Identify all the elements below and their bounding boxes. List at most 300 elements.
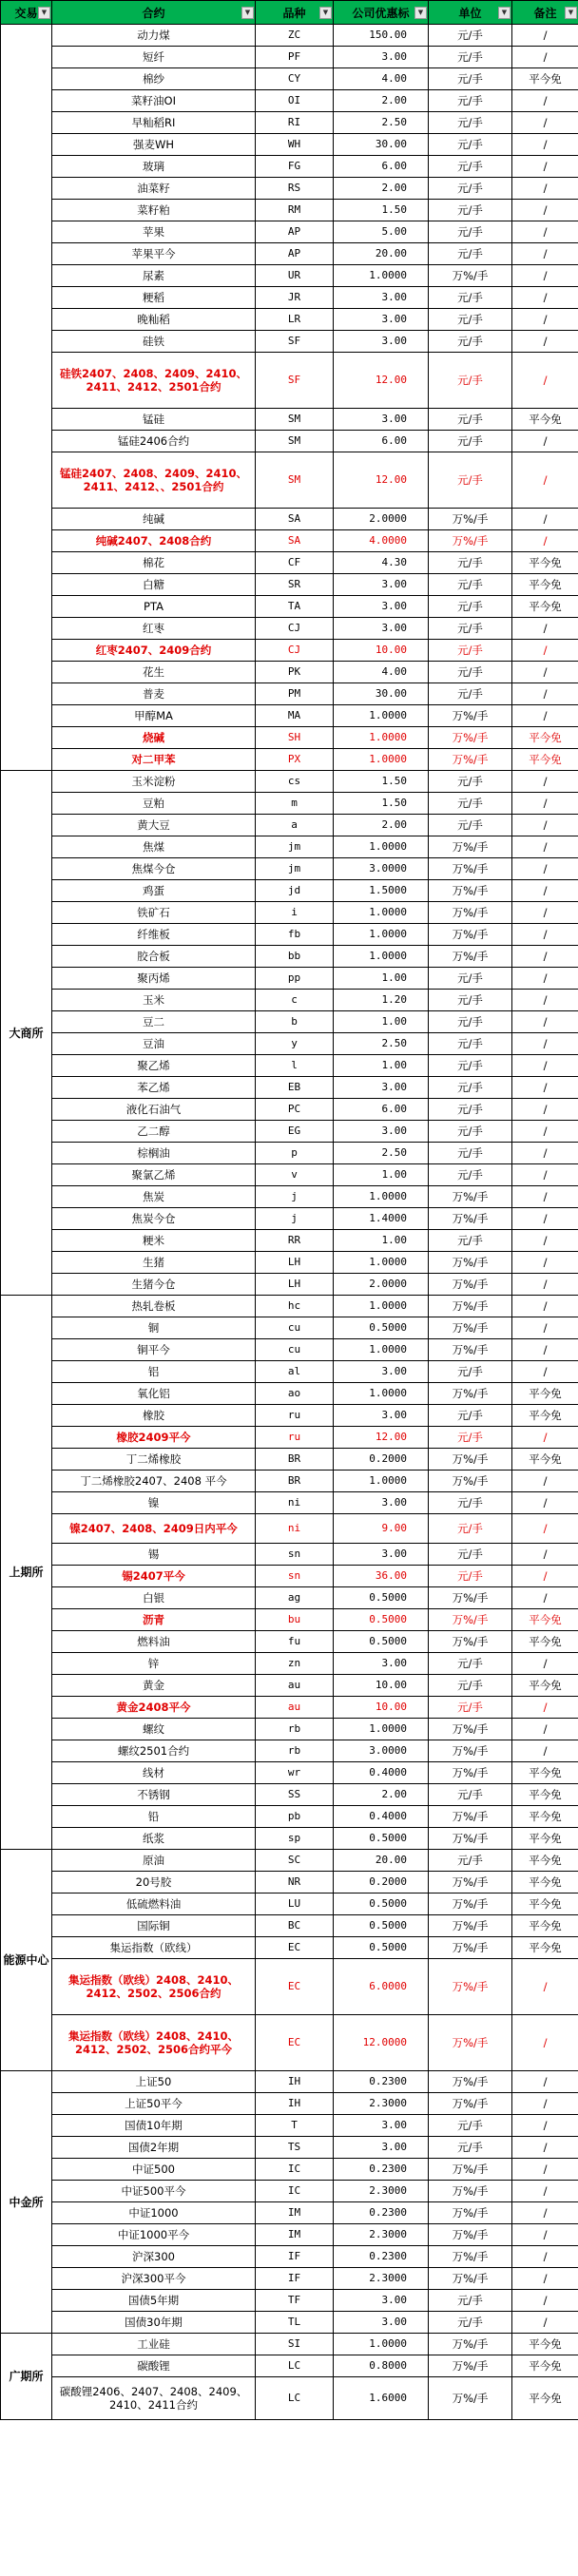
table-row	[1, 1077, 578, 1099]
unit-cell: 元/手	[429, 243, 512, 265]
fee-cell: 1.0000	[334, 2334, 429, 2355]
fee-cell: 3.00	[334, 331, 429, 353]
contract-cell: 沪深300	[52, 2246, 256, 2268]
table-row	[1, 200, 578, 221]
table-row	[1, 2355, 578, 2377]
unit-cell: 元/手	[429, 221, 512, 243]
contract-cell: 苹果平今	[52, 243, 256, 265]
contract-cell: 菜籽粕	[52, 200, 256, 221]
fee-cell: 0.5000	[334, 1828, 429, 1850]
table-row	[1, 1850, 578, 1872]
code-cell: LH	[256, 1274, 334, 1296]
unit-cell: 元/手	[429, 1427, 512, 1449]
unit-cell: 万%/手	[429, 1449, 512, 1471]
fee-cell: 12.00	[334, 452, 429, 509]
contract-cell: 锰硅2406合约	[52, 431, 256, 452]
code-cell: fb	[256, 924, 334, 946]
note-cell: /	[512, 990, 578, 1011]
note-cell: /	[512, 1055, 578, 1077]
table-row	[1, 2115, 578, 2137]
fee-cell: 1.0000	[334, 1186, 429, 1208]
exchange-cell: 能源中心	[1, 1850, 52, 2071]
note-cell: /	[512, 1653, 578, 1675]
contract-cell: 红枣	[52, 618, 256, 640]
code-cell: sp	[256, 1828, 334, 1850]
fee-cell: 0.5000	[334, 1587, 429, 1609]
code-cell: TA	[256, 596, 334, 618]
contract-cell: 粳稻	[52, 287, 256, 309]
fee-cell: 0.5000	[334, 1937, 429, 1959]
note-cell: /	[512, 1471, 578, 1492]
contract-cell: 纯碱2407、2408合约	[52, 530, 256, 552]
fee-cell: 3.00	[334, 409, 429, 431]
exchange-cell: 上期所	[1, 1296, 52, 1850]
fee-cell: 1.0000	[334, 1719, 429, 1740]
fee-cell: 3.0000	[334, 1740, 429, 1762]
note-cell: /	[512, 112, 578, 134]
note-cell: 平今免	[512, 1850, 578, 1872]
contract-cell: 纸浆	[52, 1828, 256, 1850]
unit-cell: 元/手	[429, 1077, 512, 1099]
code-cell: sn	[256, 1566, 334, 1587]
note-cell: /	[512, 880, 578, 902]
contract-cell: 橡胶2409平今	[52, 1427, 256, 1449]
code-cell: CJ	[256, 618, 334, 640]
fee-cell: 30.00	[334, 683, 429, 705]
note-cell: /	[512, 1033, 578, 1055]
table-row	[1, 68, 578, 90]
table-row	[1, 880, 578, 902]
code-cell: i	[256, 902, 334, 924]
code-cell: sn	[256, 1544, 334, 1566]
fee-cell: 6.0000	[334, 1959, 429, 2015]
code-cell: EC	[256, 2015, 334, 2071]
unit-cell: 元/手	[429, 1697, 512, 1719]
unit-cell: 元/手	[429, 1164, 512, 1186]
unit-cell: 元/手	[429, 990, 512, 1011]
table-row	[1, 1317, 578, 1339]
fee-cell: 1.50	[334, 200, 429, 221]
header-code[interactable]	[256, 1, 334, 25]
unit-cell: 万%/手	[429, 1186, 512, 1208]
fee-cell: 0.5000	[334, 1609, 429, 1631]
unit-cell: 万%/手	[429, 858, 512, 880]
code-cell: LC	[256, 2377, 334, 2420]
contract-cell: 焦煤	[52, 836, 256, 858]
header-note[interactable]	[512, 1, 578, 25]
fee-cell: 1.0000	[334, 727, 429, 749]
table-row	[1, 618, 578, 640]
note-cell: /	[512, 902, 578, 924]
code-cell: BR	[256, 1449, 334, 1471]
table-row	[1, 25, 578, 47]
table-row	[1, 1164, 578, 1186]
table-row	[1, 1230, 578, 1252]
note-cell: /	[512, 815, 578, 836]
unit-cell: 万%/手	[429, 880, 512, 902]
unit-cell: 元/手	[429, 25, 512, 47]
note-cell: /	[512, 793, 578, 815]
contract-cell: 碳酸锂2406、2407、2408、2409、2410、2411合约	[52, 2377, 256, 2420]
unit-cell: 万%/手	[429, 1317, 512, 1339]
code-cell: jm	[256, 836, 334, 858]
note-cell: /	[512, 1587, 578, 1609]
table-row	[1, 836, 578, 858]
contract-cell: 苯乙烯	[52, 1077, 256, 1099]
contract-cell: 焦煤今仓	[52, 858, 256, 880]
note-cell: /	[512, 1252, 578, 1274]
unit-cell: 元/手	[429, 409, 512, 431]
filter-dropdown-icon[interactable]: ▼	[241, 7, 254, 19]
fee-cell: 3.00	[334, 1653, 429, 1675]
table-row	[1, 2290, 578, 2312]
contract-cell: 棉纱	[52, 68, 256, 90]
code-cell: SF	[256, 331, 334, 353]
code-cell: au	[256, 1697, 334, 1719]
contract-cell: 尿素	[52, 265, 256, 287]
note-cell: /	[512, 2224, 578, 2246]
note-cell: /	[512, 2071, 578, 2093]
unit-cell: 元/手	[429, 1121, 512, 1143]
contract-cell: 中证500平今	[52, 2181, 256, 2202]
header-contract-label: 合约	[142, 6, 165, 20]
note-cell: /	[512, 705, 578, 727]
header-exchange[interactable]	[1, 1, 52, 25]
contract-cell: 聚丙烯	[52, 968, 256, 990]
header-unit[interactable]	[429, 1, 512, 25]
table-row	[1, 1566, 578, 1587]
contract-cell: 白银	[52, 1587, 256, 1609]
contract-cell: 国债5年期	[52, 2290, 256, 2312]
table-row	[1, 2137, 578, 2159]
code-cell: j	[256, 1208, 334, 1230]
unit-cell: 万%/手	[429, 1937, 512, 1959]
contract-cell: 豆二	[52, 1011, 256, 1033]
contract-cell: 国债2年期	[52, 2137, 256, 2159]
table-row	[1, 1653, 578, 1675]
contract-cell: 热轧卷板	[52, 1296, 256, 1317]
unit-cell: 万%/手	[429, 1252, 512, 1274]
contract-cell: 锰硅2407、2408、2409、2410、2411、2412、、2501合约	[52, 452, 256, 509]
unit-cell: 元/手	[429, 1514, 512, 1544]
fee-cell: 2.50	[334, 1143, 429, 1164]
code-cell: PF	[256, 47, 334, 68]
code-cell: SF	[256, 353, 334, 409]
unit-cell: 万%/手	[429, 1806, 512, 1828]
contract-cell: 低硫燃料油	[52, 1894, 256, 1915]
filter-dropdown-icon[interactable]: ▼	[565, 7, 577, 19]
fee-cell: 150.00	[334, 25, 429, 47]
unit-cell: 万%/手	[429, 902, 512, 924]
unit-cell: 万%/手	[429, 2071, 512, 2093]
note-cell: /	[512, 221, 578, 243]
table-row	[1, 2015, 578, 2071]
fee-cell: 5.00	[334, 221, 429, 243]
fee-cell: 2.50	[334, 1033, 429, 1055]
table-row	[1, 1631, 578, 1653]
code-cell: jm	[256, 858, 334, 880]
unit-cell: 元/手	[429, 47, 512, 68]
fee-cell: 4.00	[334, 68, 429, 90]
unit-cell: 元/手	[429, 574, 512, 596]
contract-cell: 工业硅	[52, 2334, 256, 2355]
code-cell: TL	[256, 2312, 334, 2334]
unit-cell: 万%/手	[429, 1719, 512, 1740]
table-row	[1, 1033, 578, 1055]
fee-cell: 2.3000	[334, 2093, 429, 2115]
fee-cell: 2.3000	[334, 2224, 429, 2246]
contract-cell: 不锈钢	[52, 1784, 256, 1806]
code-cell: SH	[256, 727, 334, 749]
contract-cell: 铅	[52, 1806, 256, 1828]
fee-cell: 1.0000	[334, 1471, 429, 1492]
fee-cell: 1.5000	[334, 880, 429, 902]
code-cell: SM	[256, 409, 334, 431]
fee-cell: 3.00	[334, 1405, 429, 1427]
fee-cell: 1.0000	[334, 1296, 429, 1317]
table-row	[1, 1427, 578, 1449]
contract-cell: 玻璃	[52, 156, 256, 178]
unit-cell: 万%/手	[429, 2377, 512, 2420]
code-cell: bb	[256, 946, 334, 968]
unit-cell: 万%/手	[429, 2334, 512, 2355]
fee-cell: 0.5000	[334, 1915, 429, 1937]
unit-cell: 万%/手	[429, 2093, 512, 2115]
table-row	[1, 1959, 578, 2015]
contract-cell: 焦炭今仓	[52, 1208, 256, 1230]
note-cell: /	[512, 2015, 578, 2071]
filter-dropdown-icon[interactable]: ▼	[498, 7, 511, 19]
unit-cell: 万%/手	[429, 1740, 512, 1762]
table-row	[1, 793, 578, 815]
contract-cell: 中证1000平今	[52, 2224, 256, 2246]
note-cell: /	[512, 683, 578, 705]
fee-cell: 3.00	[334, 574, 429, 596]
code-cell: TS	[256, 2137, 334, 2159]
code-cell: FG	[256, 156, 334, 178]
contract-cell: 国债30年期	[52, 2312, 256, 2334]
unit-cell: 万%/手	[429, 530, 512, 552]
header-fee[interactable]	[334, 1, 429, 25]
note-cell: /	[512, 2159, 578, 2181]
table-row	[1, 2224, 578, 2246]
contract-cell: 原油	[52, 1850, 256, 1872]
fee-cell: 0.2300	[334, 2071, 429, 2093]
unit-cell: 万%/手	[429, 1296, 512, 1317]
unit-cell: 万%/手	[429, 2015, 512, 2071]
fee-cell: 1.0000	[334, 1383, 429, 1405]
table-row	[1, 1339, 578, 1361]
table-row	[1, 1274, 578, 1296]
code-cell: SI	[256, 2334, 334, 2355]
contract-cell: 硅铁	[52, 331, 256, 353]
contract-cell: 黄金	[52, 1675, 256, 1697]
unit-cell: 元/手	[429, 200, 512, 221]
code-cell: PM	[256, 683, 334, 705]
contract-cell: 碳酸锂	[52, 2355, 256, 2377]
contract-cell: 生猪	[52, 1252, 256, 1274]
unit-cell: 元/手	[429, 1033, 512, 1055]
contract-cell: 橡胶	[52, 1405, 256, 1427]
table-row	[1, 134, 578, 156]
code-cell: a	[256, 815, 334, 836]
fee-cell: 3.00	[334, 1121, 429, 1143]
code-cell: LH	[256, 1252, 334, 1274]
table-row	[1, 2334, 578, 2355]
note-cell: 平今免	[512, 2355, 578, 2377]
fee-cell: 1.00	[334, 1164, 429, 1186]
code-cell: zn	[256, 1653, 334, 1675]
contract-cell: 黄大豆	[52, 815, 256, 836]
code-cell: ao	[256, 1383, 334, 1405]
fee-cell: 1.4000	[334, 1208, 429, 1230]
note-cell: /	[512, 2290, 578, 2312]
fee-cell: 20.00	[334, 243, 429, 265]
note-cell: /	[512, 2181, 578, 2202]
table-row	[1, 640, 578, 662]
code-cell: CY	[256, 68, 334, 90]
table-row	[1, 309, 578, 331]
unit-cell: 万%/手	[429, 2355, 512, 2377]
note-cell: /	[512, 1296, 578, 1317]
table-row	[1, 1099, 578, 1121]
fee-cell: 0.2300	[334, 2159, 429, 2181]
table-row	[1, 1055, 578, 1077]
code-cell: pb	[256, 1806, 334, 1828]
fee-cell: 30.00	[334, 134, 429, 156]
filter-dropdown-icon[interactable]: ▼	[319, 7, 332, 19]
contract-cell: 棕榈油	[52, 1143, 256, 1164]
header-code-label: 品种	[282, 6, 306, 20]
fee-cell: 9.00	[334, 1514, 429, 1544]
fee-cell: 1.00	[334, 968, 429, 990]
table-row	[1, 858, 578, 880]
code-cell: y	[256, 1033, 334, 1055]
unit-cell: 元/手	[429, 1784, 512, 1806]
unit-cell: 万%/手	[429, 2224, 512, 2246]
table-row	[1, 946, 578, 968]
table-row	[1, 178, 578, 200]
table-row	[1, 409, 578, 431]
note-cell: /	[512, 1317, 578, 1339]
fee-cell: 0.2300	[334, 2202, 429, 2224]
table-row	[1, 90, 578, 112]
unit-cell: 元/手	[429, 596, 512, 618]
note-cell: /	[512, 1697, 578, 1719]
unit-cell: 万%/手	[429, 265, 512, 287]
unit-cell: 万%/手	[429, 2268, 512, 2290]
table-row	[1, 331, 578, 353]
code-cell: ru	[256, 1405, 334, 1427]
note-cell: /	[512, 1740, 578, 1762]
unit-cell: 元/手	[429, 431, 512, 452]
unit-cell: 万%/手	[429, 2181, 512, 2202]
code-cell: rb	[256, 1740, 334, 1762]
contract-cell: 锡	[52, 1544, 256, 1566]
unit-cell: 万%/手	[429, 1872, 512, 1894]
unit-cell: 万%/手	[429, 727, 512, 749]
note-cell: 平今免	[512, 552, 578, 574]
unit-cell: 万%/手	[429, 2159, 512, 2181]
note-cell: /	[512, 1164, 578, 1186]
code-cell: ZC	[256, 25, 334, 47]
fee-cell: 4.0000	[334, 530, 429, 552]
table-row	[1, 1719, 578, 1740]
unit-cell: 元/手	[429, 1361, 512, 1383]
table-row	[1, 1449, 578, 1471]
exchange-cell: 大商所	[1, 771, 52, 1296]
unit-cell: 万%/手	[429, 1894, 512, 1915]
code-cell: LC	[256, 2355, 334, 2377]
unit-cell: 元/手	[429, 331, 512, 353]
unit-cell: 元/手	[429, 134, 512, 156]
note-cell: 平今免	[512, 1784, 578, 1806]
code-cell: T	[256, 2115, 334, 2137]
table-row	[1, 662, 578, 683]
code-cell: LR	[256, 309, 334, 331]
code-cell: JR	[256, 287, 334, 309]
code-cell: WH	[256, 134, 334, 156]
table-row	[1, 2202, 578, 2224]
code-cell: UR	[256, 265, 334, 287]
code-cell: IC	[256, 2159, 334, 2181]
fee-cell: 1.0000	[334, 1339, 429, 1361]
fee-cell: 2.0000	[334, 1274, 429, 1296]
fee-cell: 3.00	[334, 2137, 429, 2159]
fee-cell: 1.00	[334, 1230, 429, 1252]
unit-cell: 元/手	[429, 1675, 512, 1697]
code-cell: BC	[256, 1915, 334, 1937]
unit-cell: 元/手	[429, 2290, 512, 2312]
contract-cell: 液化石油气	[52, 1099, 256, 1121]
filter-dropdown-icon[interactable]: ▼	[414, 7, 427, 19]
note-cell: /	[512, 2246, 578, 2268]
contract-cell: 铁矿石	[52, 902, 256, 924]
table-row	[1, 1514, 578, 1544]
fee-cell: 2.00	[334, 90, 429, 112]
code-cell: EC	[256, 1937, 334, 1959]
fee-cell: 0.4000	[334, 1806, 429, 1828]
fee-cell: 2.00	[334, 815, 429, 836]
note-cell: 平今免	[512, 749, 578, 771]
table-row	[1, 1828, 578, 1850]
table-row	[1, 1762, 578, 1784]
code-cell: fu	[256, 1631, 334, 1653]
table-row	[1, 1697, 578, 1719]
filter-dropdown-icon[interactable]: ▼	[38, 7, 50, 19]
header-contract[interactable]	[52, 1, 256, 25]
contract-cell: 白糖	[52, 574, 256, 596]
unit-cell: 元/手	[429, 309, 512, 331]
contract-cell: 纯碱	[52, 509, 256, 530]
note-cell: /	[512, 309, 578, 331]
contract-cell: 红枣2407、2409合约	[52, 640, 256, 662]
contract-cell: 甲醇MA	[52, 705, 256, 727]
code-cell: m	[256, 793, 334, 815]
code-cell: RS	[256, 178, 334, 200]
note-cell: 平今免	[512, 1762, 578, 1784]
contract-cell: 玉米	[52, 990, 256, 1011]
fee-cell: 4.00	[334, 662, 429, 683]
code-cell: PX	[256, 749, 334, 771]
code-cell: v	[256, 1164, 334, 1186]
note-cell: 平今免	[512, 1609, 578, 1631]
contract-cell: 铜	[52, 1317, 256, 1339]
code-cell: ni	[256, 1492, 334, 1514]
note-cell: /	[512, 156, 578, 178]
note-cell: /	[512, 1208, 578, 1230]
contract-cell: 螺纹2501合约	[52, 1740, 256, 1762]
